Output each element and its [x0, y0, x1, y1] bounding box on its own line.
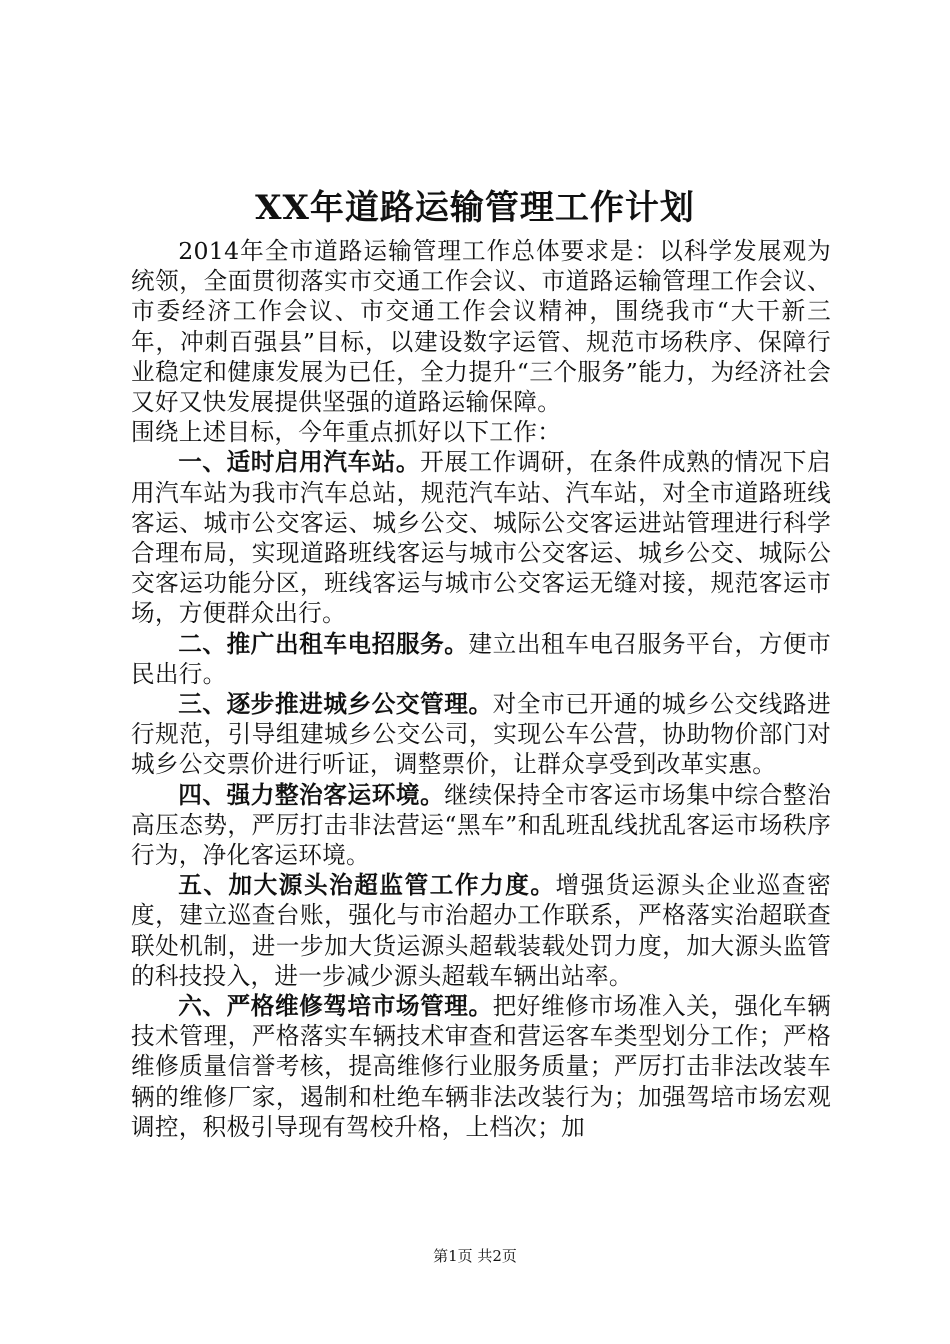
section-text: 继续保持全市客运市场集中综合整治高压态势，严厉打击非法营运“黑车”和乱班乱线扰乱客运市场秩序行为，净化客运环境。: [131, 780, 831, 870]
section-text: 把好维修市场准入关，强化车辆技术管理，严格落实车辆技术审查和营运客车类型划分工作；严格维修质量信誉考核，提高维修行业服务质量；严厉打击非法改装车辆的维修厂家，遏制和杜绝车辆非法改装行为；加强驾培市场宏观调控，积极引导现有驾校升格，上档次；加: [131, 992, 832, 1141]
intro-paragraph: 2014年全市道路运输管理工作总体要求是：以科学发展观为统领，全面贯彻落实市交通工作会议、市道路运输管理工作会议、市委经济工作会议、市交通工作会议精神，围绕我市“大干新三年，冲刺百强县”目标，以建设数字运管、规范市场秩序、保障行业稳定和健康发展为已任，全力提升“三个服务”能力，为经济社会又好又快发展提供坚强的道路运输保障。: [131, 237, 831, 417]
section-paragraph: [131, 870, 831, 991]
section-paragraph: [131, 991, 831, 1142]
section-text: 开展工作调研，在条件成熟的情况下启用汽车站为我市汽车总站，规范汽车站、汽车站，对全市道路班线客运、城市公交客运、城乡公交、城际公交客运进站管理进行科学合理布局，实现道路班线客运与城市公交客运、城乡公交、城际公交客运功能分区，班线客运与城市公交客运无缝对接，规范客运市场，方便群众出行。: [131, 448, 831, 628]
section-text: 对全市已开通的城乡公交线路进行规范，引导组建城乡公交公司，实现公车公营，协助物价部门对城乡公交票价进行听证，调整票价，让群众享受到改革实惠。: [131, 690, 832, 779]
document-body: [131, 236, 831, 1142]
section-heading: 五、加大源头治超监管工作力度。: [178, 871, 556, 900]
section-paragraph: [131, 780, 831, 871]
page-footer: 第1页 共2页: [433, 1247, 517, 1265]
section-paragraph: [131, 447, 831, 628]
intro-paragraph-2: 围绕上述目标，今年重点抓好以下工作：: [131, 418, 562, 447]
section-text: 建立出租车电召服务平台，方便市民出行。: [131, 629, 831, 688]
section-paragraph: [131, 689, 831, 780]
section-heading: 六、严格维修驾培市场管理。: [178, 992, 493, 1021]
section-paragraph: [131, 629, 831, 689]
section-heading: 一、适时启用汽车站。: [178, 448, 421, 477]
document-title: XX年道路运输管理工作计划: [255, 188, 695, 228]
section-heading: 四、强力整治客运环境。: [178, 780, 445, 809]
section-heading: 三、逐步推进城乡公交管理。: [178, 690, 493, 719]
section-text: 增强货运源头企业巡查密度，建立巡查台账，强化与市治超办工作联系，严格落实治超联查联处机制，进一步加大货运源头超载装载处罚力度，加大源头监管的科技投入，进一步减少源头超载车辆出站率。: [131, 871, 831, 990]
section-heading: 二、推广出租车电招服务。: [178, 629, 469, 658]
